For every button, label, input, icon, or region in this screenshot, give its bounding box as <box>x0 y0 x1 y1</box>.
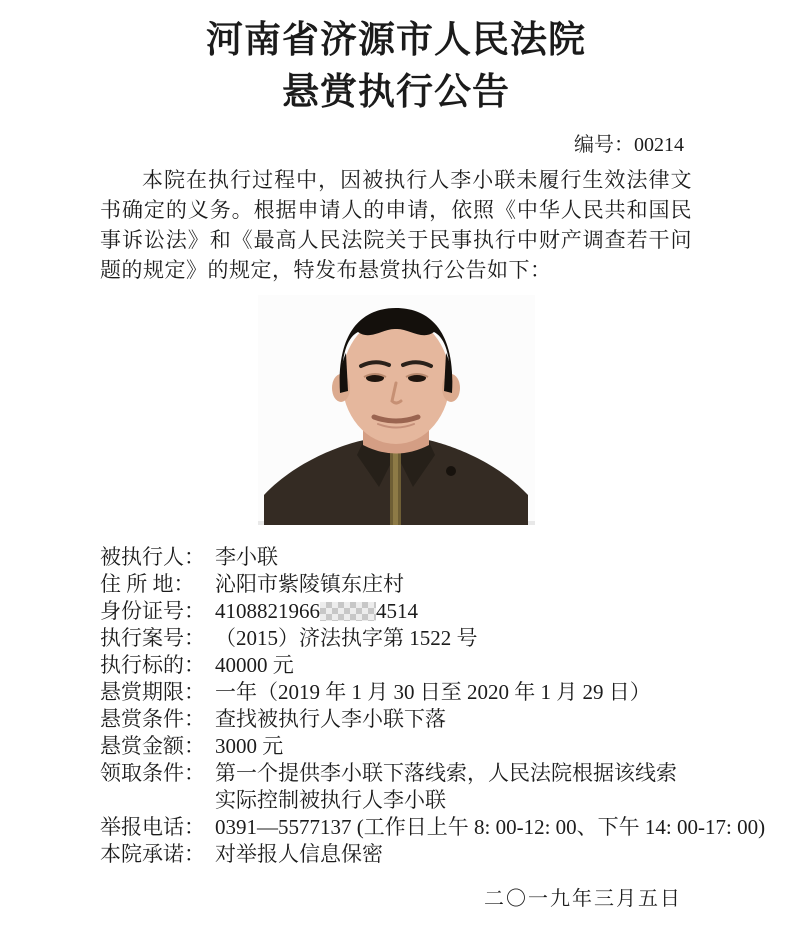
detail-value: 第一个提供李小联下落线索，人民法院根据该线索实际控制被执行人李小联 <box>215 761 677 812</box>
detail-value: 0391—5577137 (工作日上午 8: 00-12: 00、下午 14: 00-17: 00) <box>215 815 766 839</box>
document-content <box>100 16 766 913</box>
detail-row-id-number <box>100 598 692 625</box>
detail-label: 悬赏条件： <box>100 707 205 731</box>
redaction-mosaic <box>320 602 376 621</box>
detail-row-reward-condition <box>100 706 692 733</box>
detail-value: 李小联 <box>215 545 278 569</box>
detail-value: 3000 元 <box>215 734 284 758</box>
detail-label: 执行标的： <box>100 653 205 677</box>
detail-value <box>215 598 692 625</box>
notice-type-title: 悬赏执行公告 <box>282 72 510 113</box>
detail-row-reward-amount <box>100 733 692 760</box>
detail-row-case-number <box>100 625 692 652</box>
detail-row-court-promise <box>100 841 692 868</box>
issue-date: 二〇一九年三月五日 <box>484 888 682 910</box>
detail-row-report-phone <box>100 814 766 841</box>
detail-label: 住 所 地： <box>100 572 195 596</box>
detail-row-address <box>100 571 692 598</box>
court-name-title: 河南省济源市人民法院 <box>206 20 586 61</box>
detail-row-execution-amount <box>100 652 692 679</box>
intro-paragraph: 本院在执行过程中，因被执行人李小联未履行生效法律文书确定的义务。根据申请人的申请，依照《中华人民共和国民事诉讼法》和《最高人民法院关于民事执行中财产调查若干问题的规定》的规定，特发布悬赏执行公告如下： <box>100 168 692 282</box>
detail-label: 本院承诺： <box>100 842 205 866</box>
detail-value: 查找被执行人李小联下落 <box>215 707 446 731</box>
detail-value: 沁阳市紫陵镇东庄村 <box>215 572 404 596</box>
details-list <box>100 544 766 868</box>
portrait-photo <box>258 295 535 525</box>
detail-row-claim-condition <box>100 760 692 814</box>
serial-number: 编号：00214 <box>574 134 684 156</box>
detail-value: 一年（2019 年 1 月 30 日至 2020 年 1 月 29 日） <box>215 680 651 704</box>
detail-label: 悬赏期限： <box>100 680 205 704</box>
detail-row-reward-period <box>100 679 692 706</box>
id-number-prefix: 4108821966 <box>215 599 320 623</box>
detail-row-subject <box>100 544 692 571</box>
detail-label: 身份证号： <box>100 599 205 623</box>
detail-label: 被执行人： <box>100 545 205 569</box>
detail-label: 领取条件： <box>100 761 205 785</box>
detail-value: 40000 元 <box>215 653 294 677</box>
detail-label: 举报电话： <box>100 815 205 839</box>
detail-label: 悬赏金额： <box>100 734 205 758</box>
detail-value: 对举报人信息保密 <box>215 842 383 866</box>
id-number-suffix: 4514 <box>376 599 418 623</box>
detail-value: （2015）济法执字第 1522 号 <box>215 626 478 650</box>
detail-label: 执行案号： <box>100 626 205 650</box>
